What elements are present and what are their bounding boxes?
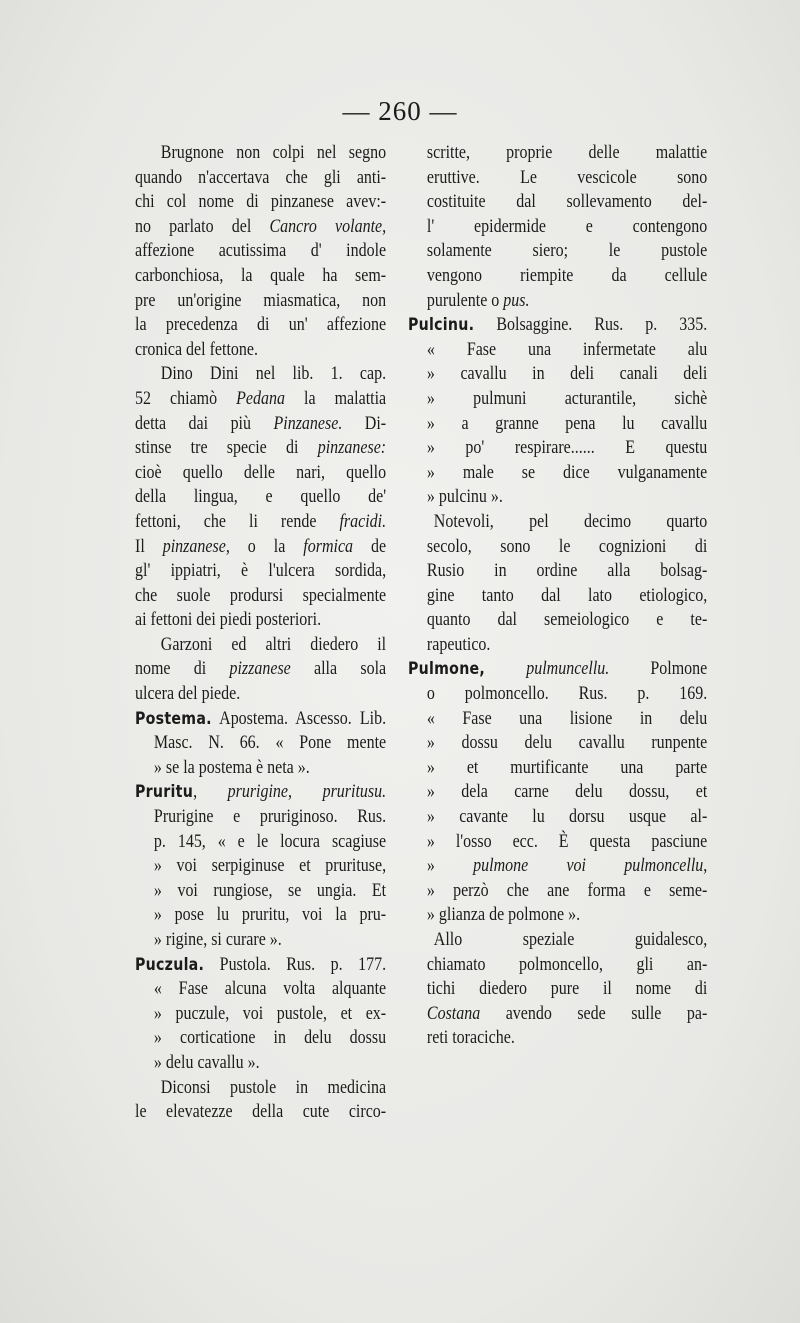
text-run: no parlato del <box>135 215 270 237</box>
italic-term: pizzanese <box>229 658 291 680</box>
text-line <box>408 1026 707 1051</box>
italic-term: pinzanese: <box>317 437 387 459</box>
left-column <box>135 141 386 1125</box>
text-run: , <box>193 781 228 803</box>
text-line <box>408 879 707 904</box>
text-line <box>408 977 707 1002</box>
text-run: » cavallu in deli canali deli <box>426 363 708 385</box>
text-run: Prurigine e pruriginoso. Rus. <box>153 806 387 828</box>
text-run: detta dai più <box>135 412 274 434</box>
text-run: scritte, proprie delle malattie <box>426 142 708 163</box>
text-line <box>408 608 707 633</box>
text-line <box>135 657 386 682</box>
text-line <box>408 485 707 510</box>
text-line <box>408 805 707 830</box>
text-line <box>408 559 707 584</box>
text-run: avendo sede sulle pa- <box>480 1002 708 1024</box>
text-line <box>408 756 707 781</box>
text-run: affezione acutissima d' indole <box>135 240 387 262</box>
italic-term: fracidi. <box>339 510 387 532</box>
italic-term: prurigine <box>227 781 289 803</box>
text-run: reti toraciche. <box>426 1027 515 1049</box>
text-run: Apostema. Ascesso. Lib. <box>211 707 387 729</box>
italic-term: pulmone voi pulmoncellu <box>473 855 704 877</box>
text-run: Diconsi pustole in medicina <box>160 1076 387 1098</box>
text-line <box>408 387 707 412</box>
text-run: chi col nome di pinzanese avev:- <box>135 191 387 213</box>
text-run: » male se dice vulganamente <box>426 461 708 483</box>
italic-term: Pedana <box>236 387 286 409</box>
right-column <box>408 141 707 1051</box>
text-line <box>135 362 386 387</box>
text-line <box>135 953 386 978</box>
text-line <box>135 387 386 412</box>
text-run: Notevoli, pel decimo quarto <box>433 510 708 532</box>
text-run: eruttive. Le vescicole sono <box>426 166 708 188</box>
text-run: » glianza de polmone ». <box>426 904 581 926</box>
text-line <box>408 535 707 560</box>
text-run: pre un'origine miasmatica, non <box>135 289 387 311</box>
text-run: » po' respirare...... E questu <box>426 437 708 459</box>
text-run: secolo, sono le cognizioni di <box>426 535 708 557</box>
text-run: Di- <box>342 412 387 434</box>
headword: Pulcinu. <box>408 315 475 335</box>
italic-term: pus. <box>503 289 530 311</box>
text-run: Rusio in ordine alla bolsag- <box>426 560 708 582</box>
text-run: cronica del fettone. <box>135 338 258 360</box>
text-run: ai fettoni dei piedi posteriori. <box>135 609 322 631</box>
text-line <box>408 141 707 166</box>
text-run: le elevatezze della cute circo- <box>135 1101 387 1123</box>
text-line <box>135 535 386 560</box>
text-line <box>135 239 386 264</box>
text-run: fettoni, che li rende <box>135 510 340 532</box>
text-line <box>135 1100 386 1125</box>
text-line <box>135 461 386 486</box>
text-line <box>408 707 707 732</box>
text-line <box>135 682 386 707</box>
page-number: — 260 — <box>342 96 458 126</box>
text-line <box>135 731 386 756</box>
italic-term: formica <box>303 535 354 557</box>
text-line <box>135 141 386 166</box>
text-line <box>135 756 386 781</box>
text-line <box>135 780 386 805</box>
italic-term: Pinzanese. <box>273 412 343 434</box>
text-line <box>408 633 707 658</box>
text-line <box>135 707 386 732</box>
text-run: » cavante lu dorsu usque al- <box>426 806 708 828</box>
text-line <box>408 780 707 805</box>
text-line <box>135 510 386 535</box>
text-line <box>408 830 707 855</box>
text-run: » dela carne delu dossu, et <box>426 781 708 803</box>
text-run: che suole prodursi specialmente <box>135 584 387 606</box>
text-line <box>135 264 386 289</box>
text-line <box>408 953 707 978</box>
text-run: la precedenza di un' affezione <box>135 314 387 336</box>
text-line <box>408 412 707 437</box>
text-line <box>408 215 707 240</box>
text-line <box>135 436 386 461</box>
text-run: Garzoni ed altri diedero il <box>160 633 387 655</box>
text-line <box>408 510 707 535</box>
text-run: , <box>288 781 323 803</box>
text-run: » pulcinu ». <box>426 486 503 508</box>
text-run: » puczule, voi pustole, et ex- <box>153 1002 387 1024</box>
text-run: Brugnone non colpi nel segno <box>160 142 387 163</box>
italic-term: Costana <box>426 1002 481 1024</box>
text-line <box>408 657 707 682</box>
text-line <box>135 166 386 191</box>
text-line <box>135 1026 386 1051</box>
text-run: Il <box>135 535 163 557</box>
headword: Pruritu <box>135 782 194 802</box>
headword: Pulmone, <box>408 659 486 679</box>
text-line <box>408 362 707 387</box>
text-run: cioè quello delle nari, quello <box>135 461 387 483</box>
text-run: » <box>426 855 474 877</box>
text-line <box>135 805 386 830</box>
text-line <box>135 608 386 633</box>
text-run: alla sola <box>290 658 387 680</box>
text-run: Allo speziale guidalesco, <box>433 929 708 950</box>
text-line <box>408 731 707 756</box>
text-run: « Fase una lisione in delu <box>426 707 708 729</box>
headword: Postema. <box>135 708 212 728</box>
text-line <box>135 854 386 879</box>
text-line <box>135 903 386 928</box>
text-run: » pose lu pruritu, voi la pru- <box>153 904 387 926</box>
text-line <box>135 633 386 658</box>
text-line <box>408 1002 707 1027</box>
text-run: o la <box>229 535 304 557</box>
text-line <box>135 289 386 314</box>
italic-term: pulmuncellu. <box>526 658 610 680</box>
text-run: » voi rungiose, se ungia. Et <box>153 879 387 901</box>
text-run: Masc. N. 66. « Pone mente <box>153 732 387 754</box>
text-line <box>135 1076 386 1101</box>
text-run: » pulmuni acturantile, sichè <box>426 387 708 409</box>
text-run: » se la postema è neta ». <box>153 756 310 778</box>
text-run: gl' ippiatri, è l'ulcera sordida, <box>135 560 387 582</box>
text-line <box>135 879 386 904</box>
text-line <box>135 830 386 855</box>
text-line <box>135 485 386 510</box>
text-run: p. 145, « e le locura scagiuse <box>153 830 387 852</box>
text-run: Dino Dini nel lib. 1. cap. <box>160 363 387 385</box>
text-run: o polmoncello. Rus. p. 169. <box>426 683 708 705</box>
text-line <box>408 584 707 609</box>
text-run: de <box>353 535 387 557</box>
text-run: » delu cavallu ». <box>153 1051 260 1073</box>
text-line <box>408 190 707 215</box>
text-line <box>408 461 707 486</box>
text-run: « Fase alcuna volta alquante <box>153 978 387 1000</box>
text-run: » corticatione in delu dossu <box>153 1027 387 1049</box>
text-line <box>408 313 707 338</box>
text-run: » rigine, si curare ». <box>153 929 282 950</box>
italic-term: pinzanese, <box>162 535 230 557</box>
text-line <box>135 977 386 1002</box>
text-run: purulente o <box>426 289 504 311</box>
text-run: la malattia <box>285 387 387 409</box>
text-run: l' epidermide e contengono <box>426 215 708 237</box>
text-run: , <box>703 855 708 877</box>
text-run: 52 chiamò <box>135 387 237 409</box>
text-line <box>135 559 386 584</box>
text-run: della lingua, e quello de' <box>135 486 387 508</box>
text-line <box>408 854 707 879</box>
text-run: » et murtificante una parte <box>426 756 708 778</box>
text-line <box>408 338 707 363</box>
text-line <box>135 928 386 953</box>
text-run: quando n'accertava che gli anti- <box>135 166 387 188</box>
text-line <box>135 190 386 215</box>
text-run: Polmone <box>609 658 708 680</box>
text-line <box>408 903 707 928</box>
text-line <box>408 264 707 289</box>
text-run: solamente siero; le pustole <box>426 240 708 262</box>
text-run: » dossu delu cavallu runpente <box>426 732 708 754</box>
text-run: « Fase una infermetate alu <box>426 338 708 360</box>
italic-term: pruritusu. <box>322 781 387 803</box>
text-line <box>135 584 386 609</box>
text-line <box>135 412 386 437</box>
text-run: rapeutico. <box>426 633 491 655</box>
text-run: nome di <box>135 658 230 680</box>
text-run: carbonchiosa, la quale ha sem- <box>135 264 387 286</box>
text-run: tichi diedero pure il nome di <box>426 978 708 1000</box>
text-line <box>408 436 707 461</box>
text-run: stinse tre specie di <box>135 437 318 459</box>
text-run: vengono riempite da cellule <box>426 264 708 286</box>
text-line <box>135 338 386 363</box>
text-run: ulcera del piede. <box>135 683 241 705</box>
text-run: » a granne pena lu cavallu <box>426 412 708 434</box>
text-run: costituite dal sollevamento del- <box>426 191 708 213</box>
headword: Puczula. <box>135 954 205 974</box>
text-run: gine tanto dal lato etiologico, <box>426 584 708 606</box>
text-run <box>485 658 526 679</box>
text-line <box>135 1051 386 1076</box>
text-line <box>408 682 707 707</box>
text-run: » perzò che ane forma e seme- <box>426 879 708 901</box>
text-line <box>135 215 386 240</box>
text-run: quanto dal semeiologico e te- <box>426 609 708 631</box>
text-line <box>408 166 707 191</box>
text-run: » voi serpiginuse et prurituse, <box>153 855 387 877</box>
text-line <box>135 1002 386 1027</box>
text-run: Pustola. Rus. p. 177. <box>204 953 387 975</box>
text-line <box>408 289 707 314</box>
text-run: Bolsaggine. Rus. p. 335. <box>474 314 708 336</box>
text-line <box>135 313 386 338</box>
text-run: chiamato polmoncello, gli an- <box>426 953 708 975</box>
text-line <box>408 928 707 953</box>
italic-term: Cancro volante, <box>269 215 387 237</box>
text-line <box>408 239 707 264</box>
text-run: » l'osso ecc. È questa pasciune <box>426 830 708 852</box>
